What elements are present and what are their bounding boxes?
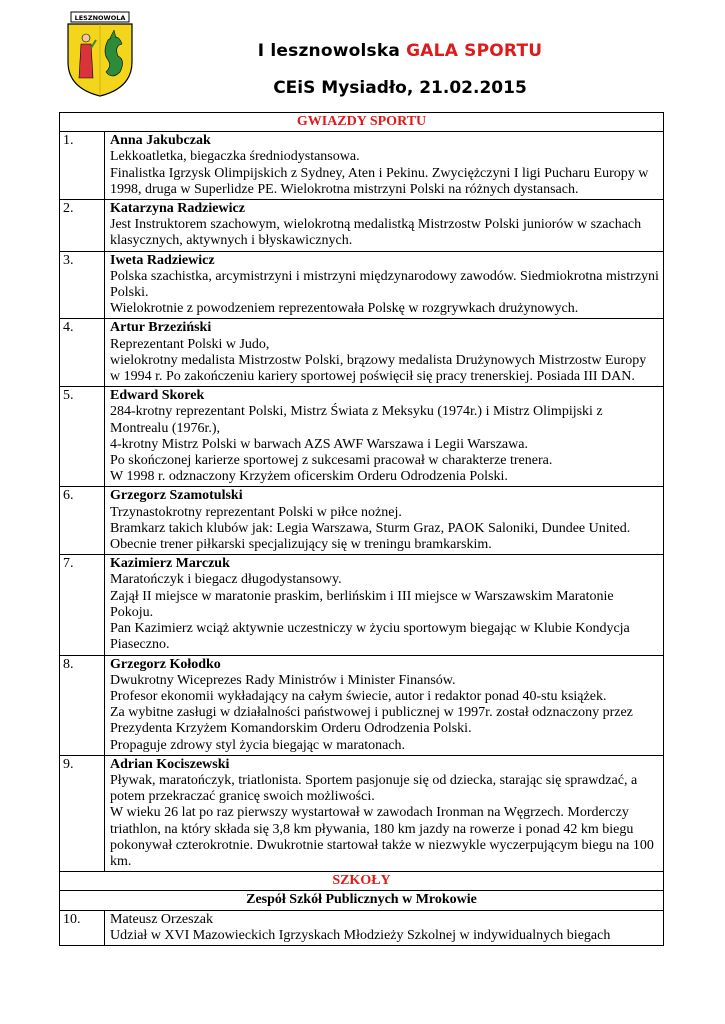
entry-text: Maratończyk i biegacz długodystansowy. — [110, 572, 342, 588]
entry-name: Kazimierz Marczuk — [110, 556, 230, 572]
school-header-row — [60, 891, 664, 910]
entry-name: Artur Brzeziński — [110, 320, 212, 336]
entry-text: Bramkarz takich klubów jak: Legia Warszawa, Sturm Graz, PAOK Saloniki, Dundee United. — [110, 520, 631, 536]
entry-name: Grzegorz Kołodko — [110, 656, 221, 672]
table-row — [60, 132, 664, 200]
entry-text: Reprezentant Polski w Judo, — [110, 336, 270, 352]
entry-text: Lekkoatletka, biegaczka średniodystansowa. — [110, 149, 360, 165]
table-row — [60, 755, 664, 871]
entry-name: Anna Jakubczak — [110, 133, 211, 149]
entry-text: 284-krotny reprezentant Polski, Mistrz Świata z Meksyku (1974r.) i Mistrz Olimpijski z Montrealu (1976r.), — [110, 404, 603, 436]
entry-description — [105, 755, 664, 871]
section-title-schools: SZKOŁY — [60, 872, 664, 891]
entry-number: 9. — [60, 755, 105, 871]
entry-name: Edward Skorek — [110, 388, 205, 404]
table-row — [60, 487, 664, 555]
honorees-table — [59, 112, 664, 946]
entry-description — [105, 555, 664, 655]
entry-name: Katarzyna Radziewicz — [110, 201, 245, 217]
entry-name: Grzegorz Szamotulski — [110, 488, 243, 504]
entry-description — [105, 910, 664, 945]
entry-description — [105, 487, 664, 555]
entry-text: W wieku 26 lat po raz pierwszy wystartował w zawodach Ironman na Węgrzech. Morderczy triathlon, na który składa się 3,8 km pływania, 180 km jazdy na rowerze i ponad 42 km biegu pokonywał czterokrotnie. Dwukrotnie startował także w niezwykle wyczerpującym biegu na 100 km. — [110, 805, 654, 869]
entry-description — [105, 387, 664, 487]
table-row — [60, 655, 664, 755]
entry-text: 4-krotny Mistrz Polski w barwach AZS AWF Warszawa i Legii Warszawa. — [110, 436, 528, 452]
entry-text: Pan Kazimierz wciąż aktywnie uczestniczy w życiu sportowym biegając w Klubie Kondycja Piaseczno. — [110, 621, 630, 653]
entry-text: Finalistka Igrzysk Olimpijskich z Sydney, Aten i Pekinu. Zwyciężczyni I ligi Pucharu Europy w 1998, druga w Superlidze PE. Wielokrotna mistrzyni Polski na różnych dystansach. — [110, 165, 649, 197]
entry-number: 5. — [60, 387, 105, 487]
event-title: I lesznowolska GALA SPORTU — [257, 41, 543, 61]
entry-description — [105, 251, 664, 319]
logo-text: LESZNOWOLA — [74, 14, 126, 22]
document-header — [0, 0, 725, 110]
section-header-row — [60, 113, 664, 132]
entry-description — [105, 655, 664, 755]
entry-text: Dwukrotny Wiceprezes Rady Ministrów i Minister Finansów. — [110, 672, 456, 688]
entry-text: Za wybitne zasługi w działalności państwowej i publicznej w 1997r. został odznaczony przez Prezydenta Krzyżem Komandorskim Orderu Odrodzenia Polski. — [110, 705, 633, 737]
entry-text: Propaguje zdrowy styl życia biegając w maratonach. — [110, 737, 406, 753]
section-title-stars: GWIAZDY SPORTU — [60, 113, 664, 132]
entry-text: Trzynastokrotny reprezentant Polski w piłce nożnej. — [110, 504, 402, 520]
entry-text: Obecnie trener piłkarski specjalizujący się w treningu bramkarskim. — [110, 537, 492, 553]
entry-text: Udział w XVI Mazowieckich Igrzyskach Młodzieży Szkolnej w indywidualnych biegach — [110, 927, 611, 943]
entry-number: 6. — [60, 487, 105, 555]
school-name: Zespół Szkół Publicznych w Mrokowie — [60, 891, 664, 910]
entry-text: Zajął II miejsce w maratonie praskim, berlińskim i III miejsce w Warszawskim Maratonie Pokoju. — [110, 588, 614, 620]
entry-name: Mateusz Orzeszak — [110, 911, 214, 927]
entry-number: 4. — [60, 319, 105, 387]
entry-number: 3. — [60, 251, 105, 319]
entry-number: 7. — [60, 555, 105, 655]
entry-description — [105, 132, 664, 200]
entry-text: W 1998 r. odznaczony Krzyżem oficerskim Orderu Odrodzenia Polski. — [110, 469, 508, 485]
table-row — [60, 387, 664, 487]
entry-number: 2. — [60, 200, 105, 252]
entry-description — [105, 200, 664, 252]
entry-text: Profesor ekonomii wykładający na całym świecie, autor i redaktor ponad 40-stu książek. — [110, 688, 607, 704]
entry-text: Jest Instruktorem szachowym, wielokrotną medalistką Mistrzostw Polski juniorów w szachach klasycznych, aktywnych i błyskawicznych. — [110, 217, 642, 249]
entry-name: Adrian Kociszewski — [110, 756, 230, 772]
entry-text: Wielokrotnie z powodzeniem reprezentowała Polskę w rozgrywkach drużynowych. — [110, 301, 579, 317]
section-header-row — [60, 872, 664, 891]
entry-number: 1. — [60, 132, 105, 200]
entry-text: Po skończonej karierze sportowej z sukcesami pracował w charakterze trenera. — [110, 453, 553, 469]
table-row — [60, 251, 664, 319]
table-row — [60, 910, 664, 945]
event-subtitle: CEiS Mysiadło, 21.02.2015 — [273, 78, 527, 98]
table-row — [60, 319, 664, 387]
lesznowola-coat-of-arms-icon — [62, 10, 138, 98]
entry-name: Iweta Radziewicz — [110, 252, 215, 268]
entry-number: 8. — [60, 655, 105, 755]
entry-text: wielokrotny medalista Mistrzostw Polski, brązowy medalista Drużynowych Mistrzostw Europy w 1994 r. Po zakończeniu kariery sportowej poświęcił się pracy trenerskiej. Posiada III DAN. — [110, 352, 647, 385]
table-row — [60, 200, 664, 252]
entry-number: 10. — [60, 910, 105, 945]
entry-text: Pływak, maratończyk, triatlonista. Sportem pasjonuje się od dziecka, starając się sprawdzać, a potem przekraczać granicę swoich możliwości. — [110, 772, 638, 805]
entry-text: Polska szachistka, arcymistrzyni i mistrzyni międzynarodowy zawodów. Siedmiokrotna mistrzyni Polski. — [110, 268, 659, 301]
entry-description — [105, 319, 664, 387]
table-row — [60, 555, 664, 655]
